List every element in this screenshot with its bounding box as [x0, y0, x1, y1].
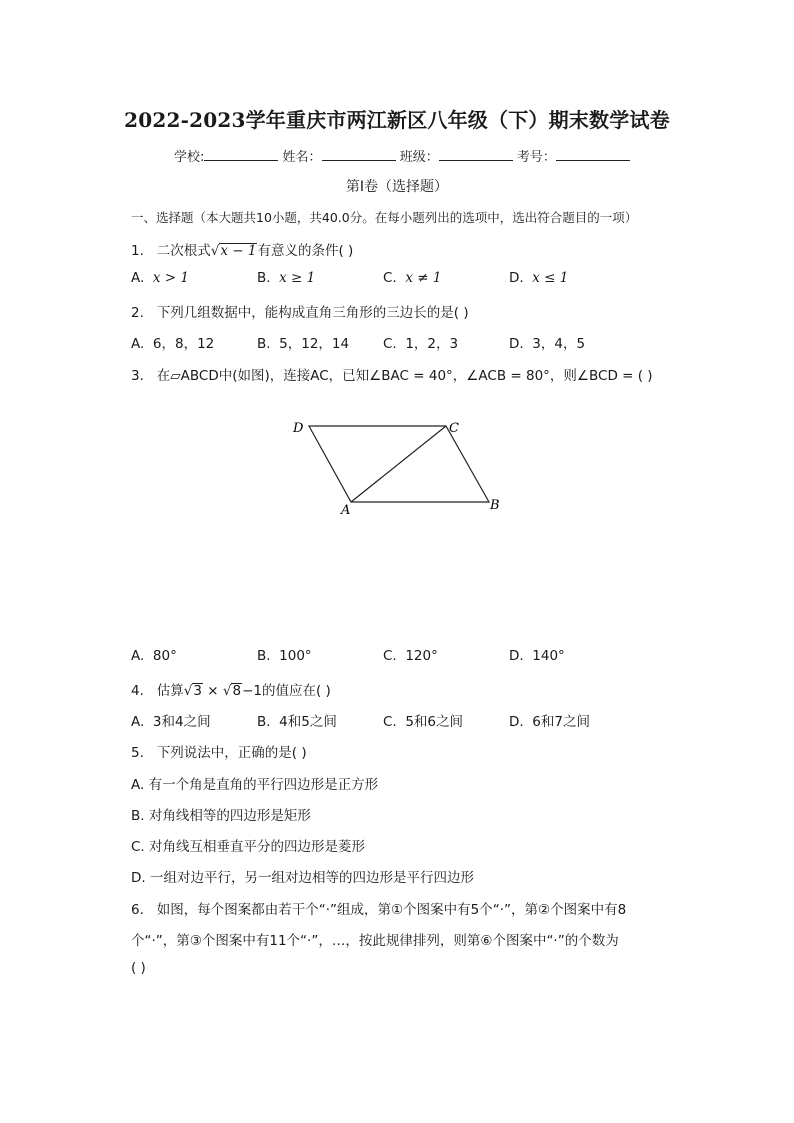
option-a[interactable]	[131, 648, 177, 664]
radicand-b: 8	[232, 683, 242, 699]
option-c[interactable]	[383, 648, 438, 664]
option-text: 6和7之间	[532, 714, 590, 730]
option-letter: B.	[257, 714, 271, 730]
question-number: 1.	[131, 243, 144, 259]
option-text: 5和6之间	[405, 714, 463, 730]
option-letter: B.	[257, 270, 271, 286]
option-a[interactable]	[131, 270, 189, 286]
option-text: x ≥ 1	[279, 270, 316, 286]
option-text: 5，12，14	[279, 336, 350, 352]
option-letter: D.	[131, 870, 146, 886]
question-stem-post: −1的值应在( )	[242, 683, 331, 699]
question-6	[131, 898, 626, 918]
option-text: 140°	[532, 648, 565, 664]
question-number: 4.	[131, 683, 144, 699]
option-letter: A.	[131, 270, 145, 286]
option-d[interactable]	[509, 710, 590, 730]
exam-title: 2022-2023学年重庆市两江新区八年级（下）期末数学试卷	[124, 108, 670, 132]
option-text: 3和4之间	[152, 714, 211, 730]
option-d[interactable]	[509, 332, 585, 352]
option-b[interactable]	[257, 270, 315, 286]
option-letter: A.	[131, 777, 145, 793]
name-blank	[322, 148, 396, 161]
question-stem: 在▱ABCD中(如图)，连接AC，已知∠BAC = 40°，∠ACB = 80°，则∠BCD = ( )	[156, 368, 653, 384]
option-letter: C.	[383, 714, 397, 730]
option-letter: D.	[509, 270, 524, 286]
student-info-line	[174, 146, 630, 165]
question-stem: 下列说法中，正确的是( )	[156, 745, 307, 761]
option-text: 对角线相等的四边形是矩形	[148, 808, 311, 824]
option-letter: C.	[383, 336, 397, 352]
question-number: 6.	[131, 902, 144, 918]
question-6-line-2: 个“·”，第③个图案中有11个“·”，…，按此规律排列，则第⑥个图案中“·”的个数为	[131, 933, 619, 949]
option-letter: C.	[383, 270, 397, 286]
option-text: 对角线互相垂直平分的四边形是菱形	[149, 839, 366, 855]
diagonal-ac	[351, 426, 446, 502]
question-stem-line-1: 如图，每个图案都由若干个“·”组成，第①个图案中有5个“·”，第②个图案中有8	[156, 902, 627, 918]
question-number: 3.	[131, 368, 144, 384]
option-text: 100°	[279, 648, 312, 664]
option-b[interactable]	[257, 648, 312, 664]
sqrt-symbol: √	[222, 683, 232, 699]
option-c[interactable]	[383, 710, 463, 730]
vertex-label-a: A	[341, 503, 351, 518]
question-4	[131, 679, 331, 699]
school-label: 学校:	[174, 150, 205, 165]
question-2	[131, 301, 469, 321]
option-d[interactable]	[509, 648, 565, 664]
exam-number-label: 考号：	[516, 150, 556, 165]
option-c[interactable]	[383, 332, 458, 352]
option-text: 3，4，5	[532, 336, 586, 352]
class-label: 班级：	[399, 150, 439, 165]
question-6-line-3: ( )	[131, 960, 146, 976]
option-d[interactable]	[131, 866, 474, 886]
sqrt-symbol: √	[183, 683, 193, 699]
school-blank	[204, 148, 278, 161]
option-letter: B.	[257, 648, 271, 664]
radicand-a: 3	[193, 683, 202, 699]
option-c[interactable]	[131, 835, 365, 855]
option-letter: D.	[509, 714, 524, 730]
option-text: 6，8，12	[152, 336, 215, 352]
option-letter: D.	[509, 648, 524, 664]
option-text: x ≤ 1	[532, 270, 569, 286]
radicand: x − 1	[220, 243, 257, 259]
question-1	[131, 239, 353, 259]
option-a[interactable]	[131, 710, 211, 730]
option-text: 一组对边平行，另一组对边相等的四边形是平行四边形	[149, 870, 474, 886]
option-c[interactable]	[383, 270, 441, 286]
option-a[interactable]	[131, 332, 214, 352]
option-letter: C.	[383, 648, 397, 664]
question-5	[131, 741, 307, 761]
question-number: 2.	[131, 305, 144, 321]
option-a[interactable]	[131, 773, 378, 793]
option-text: 有一个角是直角的平行四边形是正方形	[148, 777, 379, 793]
question-stem-pre: 二次根式	[156, 243, 211, 259]
part-heading: 一、选择题（本大题共10小题，共40.0分。在每小题列出的选项中，选出符合题目的一项）	[131, 210, 638, 225]
option-text: x ≠ 1	[405, 270, 442, 286]
question-3	[131, 364, 653, 384]
option-letter: B.	[257, 336, 271, 352]
parallelogram-figure	[285, 410, 505, 520]
option-letter: D.	[509, 336, 524, 352]
question-stem-pre: 估算	[156, 683, 184, 699]
option-b[interactable]	[257, 332, 349, 352]
vertex-label-b: B	[490, 498, 500, 513]
class-blank	[439, 148, 513, 161]
times-symbol: ×	[202, 683, 223, 699]
exam-number-blank	[556, 148, 630, 161]
question-stem-post: 有意义的条件( )	[257, 243, 354, 259]
option-text: 1，2，3	[405, 336, 459, 352]
option-b[interactable]	[257, 710, 337, 730]
option-text: 4和5之间	[279, 714, 337, 730]
question-number: 5.	[131, 745, 144, 761]
sqrt-symbol: √	[210, 243, 220, 259]
section-title: 第I卷（选择题）	[345, 179, 449, 195]
name-label: 姓名：	[282, 150, 322, 165]
option-letter: C.	[131, 839, 145, 855]
option-d[interactable]	[509, 270, 568, 286]
vertex-label-c: C	[449, 421, 459, 436]
option-letter: B.	[131, 808, 145, 824]
option-text: x > 1	[152, 270, 189, 286]
question-stem: 下列几组数据中，能构成直角三角形的三边长的是( )	[156, 305, 469, 321]
option-letter: A.	[131, 336, 145, 352]
option-letter: A.	[131, 714, 145, 730]
vertex-label-d: D	[293, 421, 304, 436]
option-text: 80°	[152, 648, 177, 664]
option-letter: A.	[131, 648, 145, 664]
option-text: 120°	[405, 648, 438, 664]
option-b[interactable]	[131, 804, 311, 824]
